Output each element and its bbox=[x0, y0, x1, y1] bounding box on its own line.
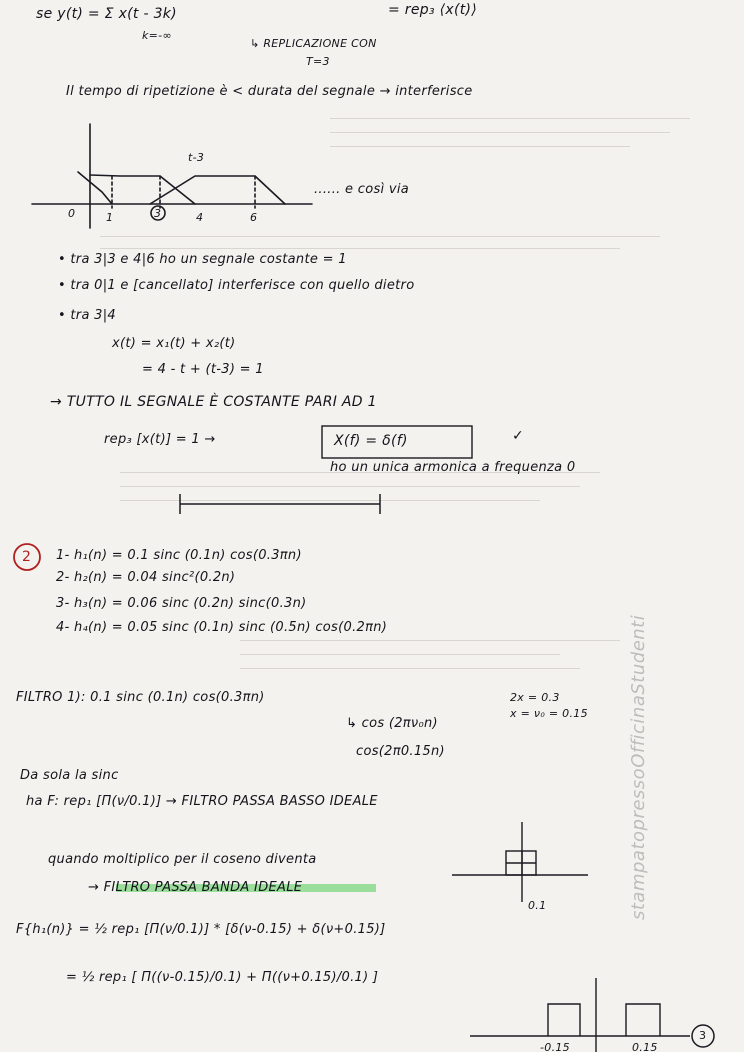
plot-continuation: ...... e così via bbox=[314, 182, 410, 197]
harmonic-note: ho un unica armonica a frequenza 0 bbox=[330, 460, 576, 475]
header-rep-definition: = rep₃ ⟨x(t)⟩ bbox=[388, 2, 478, 18]
solo-sinc-line: Da sola la sinc bbox=[20, 768, 119, 783]
plot-shift-label: t-3 bbox=[188, 151, 205, 164]
plot-tick-3: 3 bbox=[154, 207, 162, 220]
sum-equation-2: = 4 - t + (t-3) = 1 bbox=[142, 362, 264, 377]
intro-sentence: Il tempo di ripetizione è < durata del segnale → interferisce bbox=[66, 84, 473, 99]
filter-def-3: 3- h₃(n) = 0.06 sinc (0.2n) sinc(0.3n) bbox=[56, 596, 307, 611]
filter-def-4: 4- h₄(n) = 0.05 sinc (0.1n) sinc (0.5n) cos(0.2πn) bbox=[56, 620, 388, 635]
lowpass-line: ha F: rep₁ [Π(ν/0.1)] → FILTRO PASSA BASSO IDEALE bbox=[26, 794, 378, 809]
cos-form-2: cos(2π0.15n) bbox=[356, 744, 445, 759]
boxed-formula: X(f) = δ(f) bbox=[334, 433, 408, 449]
plot-tick-4: 4 bbox=[196, 211, 204, 224]
rep-equation: rep₃ [x(t)] = 1 → bbox=[104, 432, 216, 447]
plot-tick-0: 0 bbox=[68, 207, 76, 220]
bullet-overlap: • tra 3|4 bbox=[58, 308, 116, 323]
header-sum-definition: se y(t) = Σ x(t - 3k) bbox=[36, 6, 177, 22]
period-label: T=3 bbox=[306, 55, 330, 68]
frequency-eq-2: x = ν₀ = 0.15 bbox=[510, 707, 588, 720]
fourier-line-1: F{h₁(n)} = ½ rep₁ [Π(ν/0.1)] * [δ(ν-0.15) + δ(ν+0.15)] bbox=[16, 922, 386, 937]
bandpass-line: → FILTRO PASSA BANDA IDEALE bbox=[88, 880, 303, 895]
pulse-shifted bbox=[150, 176, 285, 204]
bandpass-axis-right: 0.15 bbox=[632, 1041, 658, 1052]
first-pulse-tail bbox=[78, 172, 112, 204]
bandpass-axis-left: -0.15 bbox=[540, 1041, 570, 1052]
sum-equation-1: x(t) = x₁(t) + x₂(t) bbox=[112, 336, 236, 351]
bullet-constant: • tra 3|3 e 4|6 ho un segnale costante = 1 bbox=[58, 252, 347, 267]
filter1-title: FILTRO 1): 0.1 sinc (0.1n) cos(0.3πn) bbox=[16, 690, 265, 705]
cos-form-1: ↳ cos (2πν₀n) bbox=[346, 716, 438, 731]
multiply-cos-line: quando moltiplico per il coseno diventa bbox=[48, 852, 317, 867]
filter-def-1: 1- h₁(n) = 0.1 sinc (0.1n) cos(0.3πn) bbox=[56, 548, 302, 563]
lowpass-width-label: 0.1 bbox=[528, 899, 547, 912]
watermark: stampatopressoOfficinaStudenti bbox=[628, 614, 649, 920]
fourier-line-2: = ½ rep₁ [ Π((ν-0.15)/0.1) + Π((ν+0.15)/0.1) ] bbox=[66, 970, 379, 985]
page-number: 3 bbox=[699, 1029, 707, 1042]
lowpass-sketch bbox=[452, 822, 588, 902]
plot-tick-6: 6 bbox=[250, 211, 258, 224]
plot-tick-1: 1 bbox=[106, 211, 114, 224]
interval-segment bbox=[180, 494, 380, 514]
sum-lower-limit: k=-∞ bbox=[142, 29, 172, 42]
pulse-main bbox=[90, 175, 195, 204]
section-number: 2 bbox=[22, 549, 32, 565]
filter-def-2: 2- h₂(n) = 0.04 sinc²(0.2n) bbox=[56, 570, 236, 585]
check-mark: ✓ bbox=[512, 428, 525, 444]
bullet-interference: • tra 0|1 e [cancellato] interferisce con quello dietro bbox=[58, 278, 415, 293]
frequency-eq-1: 2x = 0.3 bbox=[510, 691, 560, 704]
conclusion-line: → TUTTO IL SEGNALE È COSTANTE PARI AD 1 bbox=[50, 394, 377, 410]
replication-label: ↳ REPLICAZIONE CON bbox=[250, 37, 377, 50]
